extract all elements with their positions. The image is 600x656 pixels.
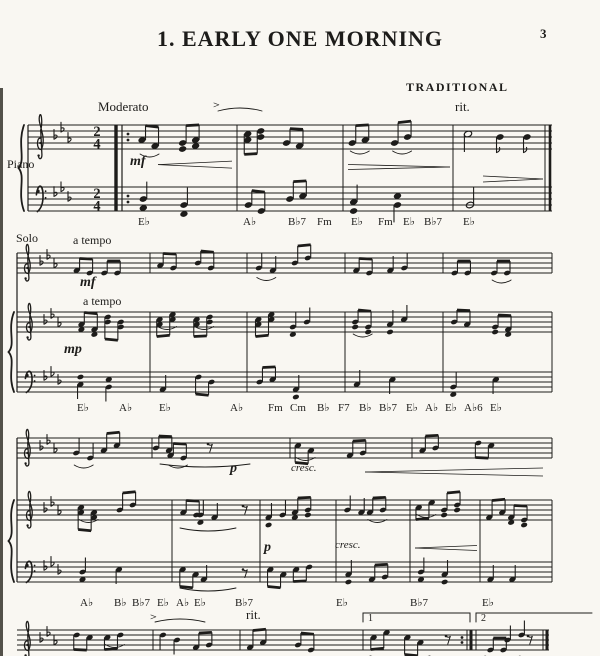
chord-symbol-r1-2: A♭ bbox=[243, 216, 257, 228]
system-4-solo-staff bbox=[17, 613, 592, 656]
svg-text:2: 2 bbox=[93, 123, 101, 140]
marking-mf-3: mf bbox=[130, 154, 146, 169]
chord-symbol-r2-12: A♭ bbox=[425, 402, 439, 414]
chord-symbol-r2-7: B♭ bbox=[317, 402, 330, 414]
marking-accent-13: > bbox=[150, 611, 157, 623]
solo-part-label: Solo bbox=[16, 231, 39, 245]
chord-symbol-r3-9: B♭7 bbox=[410, 597, 429, 609]
chord-symbol-r2-13: E♭ bbox=[445, 402, 457, 414]
chord-symbol-r2-2: A♭ bbox=[119, 402, 133, 414]
chord-symbol-r1-8: B♭7 bbox=[424, 216, 443, 228]
chord-symbol-r1-4: Fm bbox=[317, 216, 332, 228]
chord-symbol-r2-11: E♭ bbox=[406, 402, 418, 414]
svg-text:2: 2 bbox=[93, 185, 101, 202]
marking-cresc-9: cresc. bbox=[291, 462, 317, 474]
marking-atempo-4: a tempo bbox=[73, 233, 112, 247]
system-2-solo-staff bbox=[17, 244, 552, 283]
chord-symbol-r3-3: B♭7 bbox=[132, 597, 151, 609]
chord-symbol-r3-2: B♭ bbox=[114, 597, 127, 609]
system-1-piano bbox=[19, 108, 553, 222]
system-3-piano bbox=[9, 438, 553, 591]
marking-rit-2: rit. bbox=[455, 99, 470, 114]
composer-credit: TRADITIONAL bbox=[406, 80, 509, 94]
piano-part-label: Piano bbox=[7, 157, 35, 171]
chord-symbol-r2-9: B♭ bbox=[359, 402, 372, 414]
marking-mp-7: mp bbox=[64, 342, 82, 357]
svg-text:4: 4 bbox=[93, 136, 101, 153]
system-3-solo-staff bbox=[17, 429, 552, 476]
page-title: 1. EARLY ONE MORNING bbox=[156, 26, 444, 51]
chord-symbol-r2-1: E♭ bbox=[77, 402, 89, 414]
chord-symbol-r1-1: E♭ bbox=[138, 216, 150, 228]
chord-symbol-r1-9: E♭ bbox=[463, 216, 475, 228]
chord-symbol-r3-8: E♭ bbox=[336, 597, 348, 609]
marking-accent-1: > bbox=[213, 99, 220, 111]
chord-symbol-r2-6: Cm bbox=[290, 402, 306, 414]
marking-rit-12: rit. bbox=[246, 607, 261, 622]
chord-symbol-r1-5: E♭ bbox=[351, 216, 363, 228]
volta-2-label: 2 bbox=[481, 613, 486, 624]
chord-symbol-r2-8: F7 bbox=[338, 402, 350, 414]
chord-symbol-r3-7: B♭7 bbox=[235, 597, 254, 609]
chord-symbol-r1-6: Fm bbox=[378, 216, 393, 228]
marking-p-8: p bbox=[230, 461, 237, 476]
chord-symbol-r2-10: B♭7 bbox=[379, 402, 398, 414]
chord-symbol-r1-3: B♭7 bbox=[288, 216, 307, 228]
chord-symbol-r3-1: A♭ bbox=[80, 597, 94, 609]
marking-mf-5: mf bbox=[80, 275, 96, 290]
marking-p-10: p bbox=[264, 540, 271, 555]
chord-symbol-r2-15: E♭ bbox=[490, 402, 502, 414]
marking-atempo-6: a tempo bbox=[83, 294, 122, 308]
chord-symbol-r2-5: Fm bbox=[268, 402, 283, 414]
page-number: 3 bbox=[540, 26, 547, 41]
volta-1-label: 1 bbox=[368, 613, 373, 624]
chord-symbol-r2-3: E♭ bbox=[159, 402, 171, 414]
chord-symbol-r2-14: A♭6 bbox=[464, 402, 483, 414]
chord-symbol-r2-4: A♭ bbox=[230, 402, 244, 414]
chord-symbol-r3-6: E♭ bbox=[194, 597, 206, 609]
chord-symbol-r3-5: A♭ bbox=[176, 597, 190, 609]
svg-text:4: 4 bbox=[93, 198, 101, 215]
chord-symbol-r3-4: E♭ bbox=[157, 597, 169, 609]
chord-symbol-r1-7: E♭ bbox=[403, 216, 415, 228]
marking-cresc-11: cresc. bbox=[335, 539, 361, 551]
marking-moderato-0: Moderato bbox=[98, 99, 149, 114]
chord-symbol-r3-10: E♭ bbox=[482, 597, 494, 609]
